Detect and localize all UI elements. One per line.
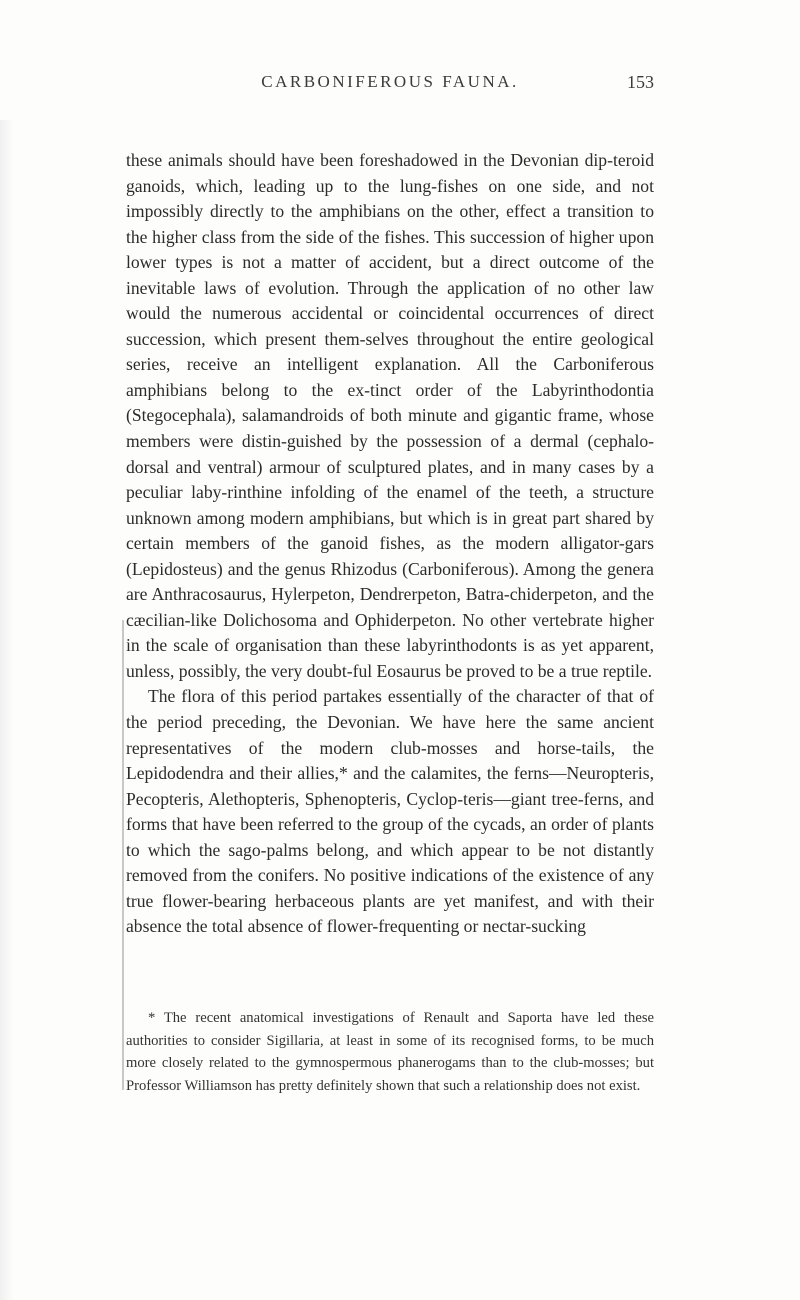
body-text	[126, 148, 654, 940]
page-header	[126, 72, 654, 102]
paragraph-2: The flora of this period partakes essentially of the character of that of the period preceding, the Devonian. We have here the same ancient representatives of the modern club-mosses and horse-tails, the Lepidodendra and their allies,* and the calamites, the ferns—Neuropteris, Pecopteris, Alethopteris, Sphenopteris, Cyclop-teris—giant tree-ferns, and forms that have been referred to the group of the cycads, an order of plants to which the sago-palms belong, and which appear to be not distantly removed from the conifers. No positive indications of the existence of any true flower-bearing herbaceous plants are yet manifest, and with their absence the total absence of flower-frequenting or nectar-sucking	[126, 686, 654, 937]
paragraph-1: these animals should have been foreshadowed in the Devonian dip-teroid ganoids, which, leading up to the lung-fishes on one side, and not impossibly directly to the amphibians on the other, effect a transition to the higher class from the side of the fishes. This succession of higher upon lower types is not a matter of accident, but a direct outcome of the inevitable laws of evolution. Through the application of no other law would the numerous accidental or coincidental occurrences of direct succession, which present them-selves throughout the entire geological series, receive an intelligent explanation. All the Carboniferous amphibians belong to the ex-tinct order of the Labyrinthodontia (Stegocephala), salamandroids of both minute and gigantic frame, whose members were distin-guished by the possession of a dermal (cephalo-dorsal and ventral) armour of sculptured plates, and in many cases by a peculiar laby-rinthine infolding of the enamel of the teeth, a structure unknown among modern amphibians, but which is in great part shared by certain members of the ganoid fishes, as the modern alligator-gars (Lepidosteus) and the genus Rhizodus (Carboniferous). Among the genera are Anthracosaurus, Hylerpeton, Dendrerpeton, Batra-chiderpeton, and the cæcilian-like Dolichosoma and Ophiderpeton. No other vertebrate higher in the scale of organisation than these labyrinthodonts is as yet apparent, unless, possibly, the very doubt-ful Eosaurus be proved to be a true reptile.	[126, 150, 654, 681]
page-number: 153	[627, 72, 654, 92]
running-title: CARBONIFEROUS FAUNA.	[261, 72, 519, 91]
margin-rule-footnote	[122, 1010, 124, 1090]
margin-rule	[122, 620, 124, 1040]
footnote: * The recent anatomical investigations of Renault and Saporta have led these authorities to consider Sigillaria, at least in some of its recognised forms, to be much more closely related to the gymnospermous phanerogams than to the club-mosses; but Professor Williamson has pretty definitely shown that such a relationship does not exist.	[126, 1010, 654, 1095]
page-gutter-shadow	[0, 120, 14, 1300]
